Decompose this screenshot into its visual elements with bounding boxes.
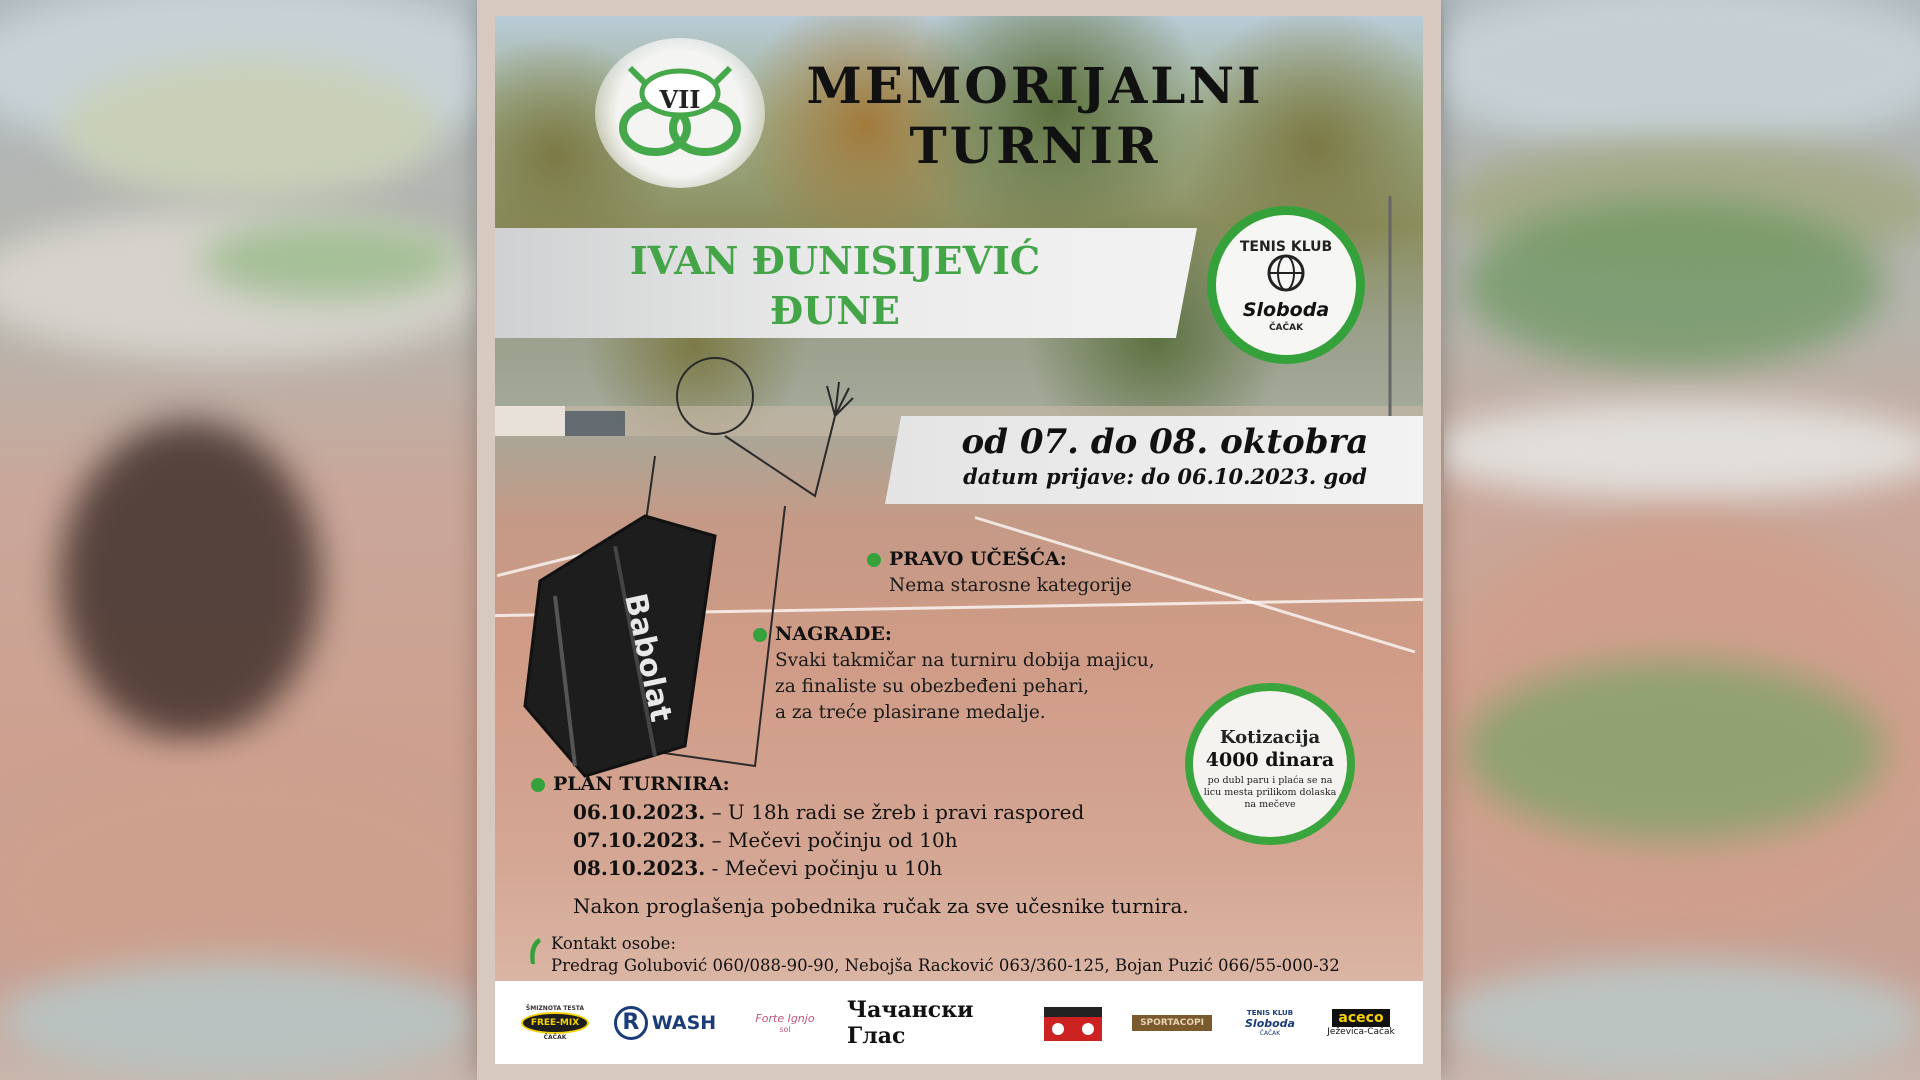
sponsor-strip xyxy=(495,981,1423,1064)
plan-bullet-icon xyxy=(531,778,545,792)
sponsor-aceco-name: aceco xyxy=(1332,1009,1389,1027)
prizes-bullet-icon xyxy=(753,628,767,642)
sponsor-logo-wash xyxy=(605,1001,725,1045)
sponsor-logo-freemix xyxy=(517,1001,593,1045)
prizes-line-3: a za treće plasirane medalje. xyxy=(775,702,1046,723)
contact-label: Kontakt osobe: xyxy=(551,934,677,953)
globe-icon xyxy=(1266,253,1306,293)
fee-title: Kotizacija xyxy=(1219,727,1321,748)
sponsor-freemix-sub: ČAČAK xyxy=(543,1034,567,1041)
sponsor-logo-film xyxy=(1035,1001,1111,1045)
plan-row xyxy=(573,828,958,852)
memorial-name xyxy=(555,236,1115,336)
club-logo-top-text: TENIS KLUB xyxy=(1239,239,1333,255)
phone-icon xyxy=(525,936,545,968)
sponsor-logo-sportacopi xyxy=(1117,1001,1227,1045)
plan-row-date: 06.10.2023. xyxy=(573,800,706,824)
plan-row-text: – Mečevi počinju od 10h xyxy=(705,828,958,852)
plan-row-text: - Mečevi počinju u 10h xyxy=(705,856,943,880)
plan-row xyxy=(573,856,942,880)
tournament-poster xyxy=(477,0,1441,1080)
sponsor-logo-aceco xyxy=(1313,1001,1409,1045)
plan-row-date: 07.10.2023. xyxy=(573,828,706,852)
sponsor-logo-forte xyxy=(735,1001,835,1045)
sponsor-sloboda-name: Sloboda xyxy=(1245,1017,1295,1030)
sponsor-aceco-sub: Ježevica-Čačak xyxy=(1327,1027,1395,1037)
plan-row-text: – U 18h radi se žreb i pravi raspored xyxy=(705,800,1085,824)
sponsor-wash-icon: R xyxy=(614,1006,648,1040)
registration-deadline: datum prijave: do 06.10.2023. god xyxy=(963,464,1367,489)
title-line-2: TURNIR xyxy=(909,116,1161,175)
sponsor-sloboda-sub: ČAČAK xyxy=(1259,1030,1281,1037)
sponsor-freemix-top: ŠMIZNOTA TESTA xyxy=(525,1005,585,1012)
fee-note: po dubl paru i plaća se na licu mesta prilikom dolaska na mečeve xyxy=(1203,775,1337,810)
edition-number: VII xyxy=(659,85,701,114)
poster-title xyxy=(795,56,1275,176)
sponsor-logo-sloboda xyxy=(1235,1001,1305,1045)
sponsor-forte-sub: sol xyxy=(779,1025,791,1034)
plan-heading: PLAN TURNIRA: xyxy=(553,773,730,795)
blurred-background-left xyxy=(0,0,476,1080)
fee-badge xyxy=(1185,683,1355,845)
participation-bullet-icon xyxy=(867,553,881,567)
film-clapper-icon xyxy=(1038,1003,1108,1043)
poster-artwork xyxy=(495,16,1423,1064)
sponsor-sloboda-top: TENIS KLUB xyxy=(1246,1009,1294,1017)
bag-brand: Babolat xyxy=(617,590,679,725)
sponsor-wash-name: WASH xyxy=(651,1012,717,1034)
plan-closing: Nakon proglašenja pobednika ručak za sve učesnike turnira. xyxy=(573,894,1189,918)
fee-amount: 4000 dinara xyxy=(1205,749,1335,771)
edition-badge xyxy=(595,38,765,188)
sponsor-glas-name: Чачански Глас xyxy=(847,997,974,1049)
memorial-name-line-2: ĐUNE xyxy=(769,288,901,333)
prizes-heading: NAGRADE: xyxy=(775,623,892,645)
prizes-line-1: Svaki takmičar na turniru dobija majicu, xyxy=(775,650,1155,671)
plan-row-date: 08.10.2023. xyxy=(573,856,706,880)
participation-text: Nema starosne kategorije xyxy=(889,575,1132,596)
title-line-1: MEMORIJALNI xyxy=(806,56,1264,115)
sponsor-forte-name: Forte Ignjo xyxy=(755,1012,815,1025)
memorial-name-line-1: IVAN ĐUNISIJEVIĆ xyxy=(629,238,1041,283)
club-logo-city: ČAČAK xyxy=(1268,323,1304,333)
club-logo-name: Sloboda xyxy=(1242,299,1330,321)
plan-row xyxy=(573,800,1084,824)
sponsor-freemix-name: FREE-MIX xyxy=(521,1012,589,1034)
sponsor-logo-cacanski-glas xyxy=(847,997,1027,1049)
prizes-line-2: za finaliste su obezbeđeni pehari, xyxy=(775,676,1090,697)
sponsor-sportacopi-name: SPORTACOPI xyxy=(1132,1015,1212,1031)
tennis-club-logo xyxy=(1207,206,1365,364)
contact-persons: Predrag Golubović 060/088-90-90, Nebojša Racković 063/360-125, Bojan Puzić 066/55-000-32 xyxy=(551,956,1340,975)
participation-heading: PRAVO UČEŠĆA: xyxy=(889,548,1067,570)
tournament-dates: od 07. do 08. oktobra xyxy=(961,422,1369,462)
blurred-background-right xyxy=(1444,0,1920,1080)
